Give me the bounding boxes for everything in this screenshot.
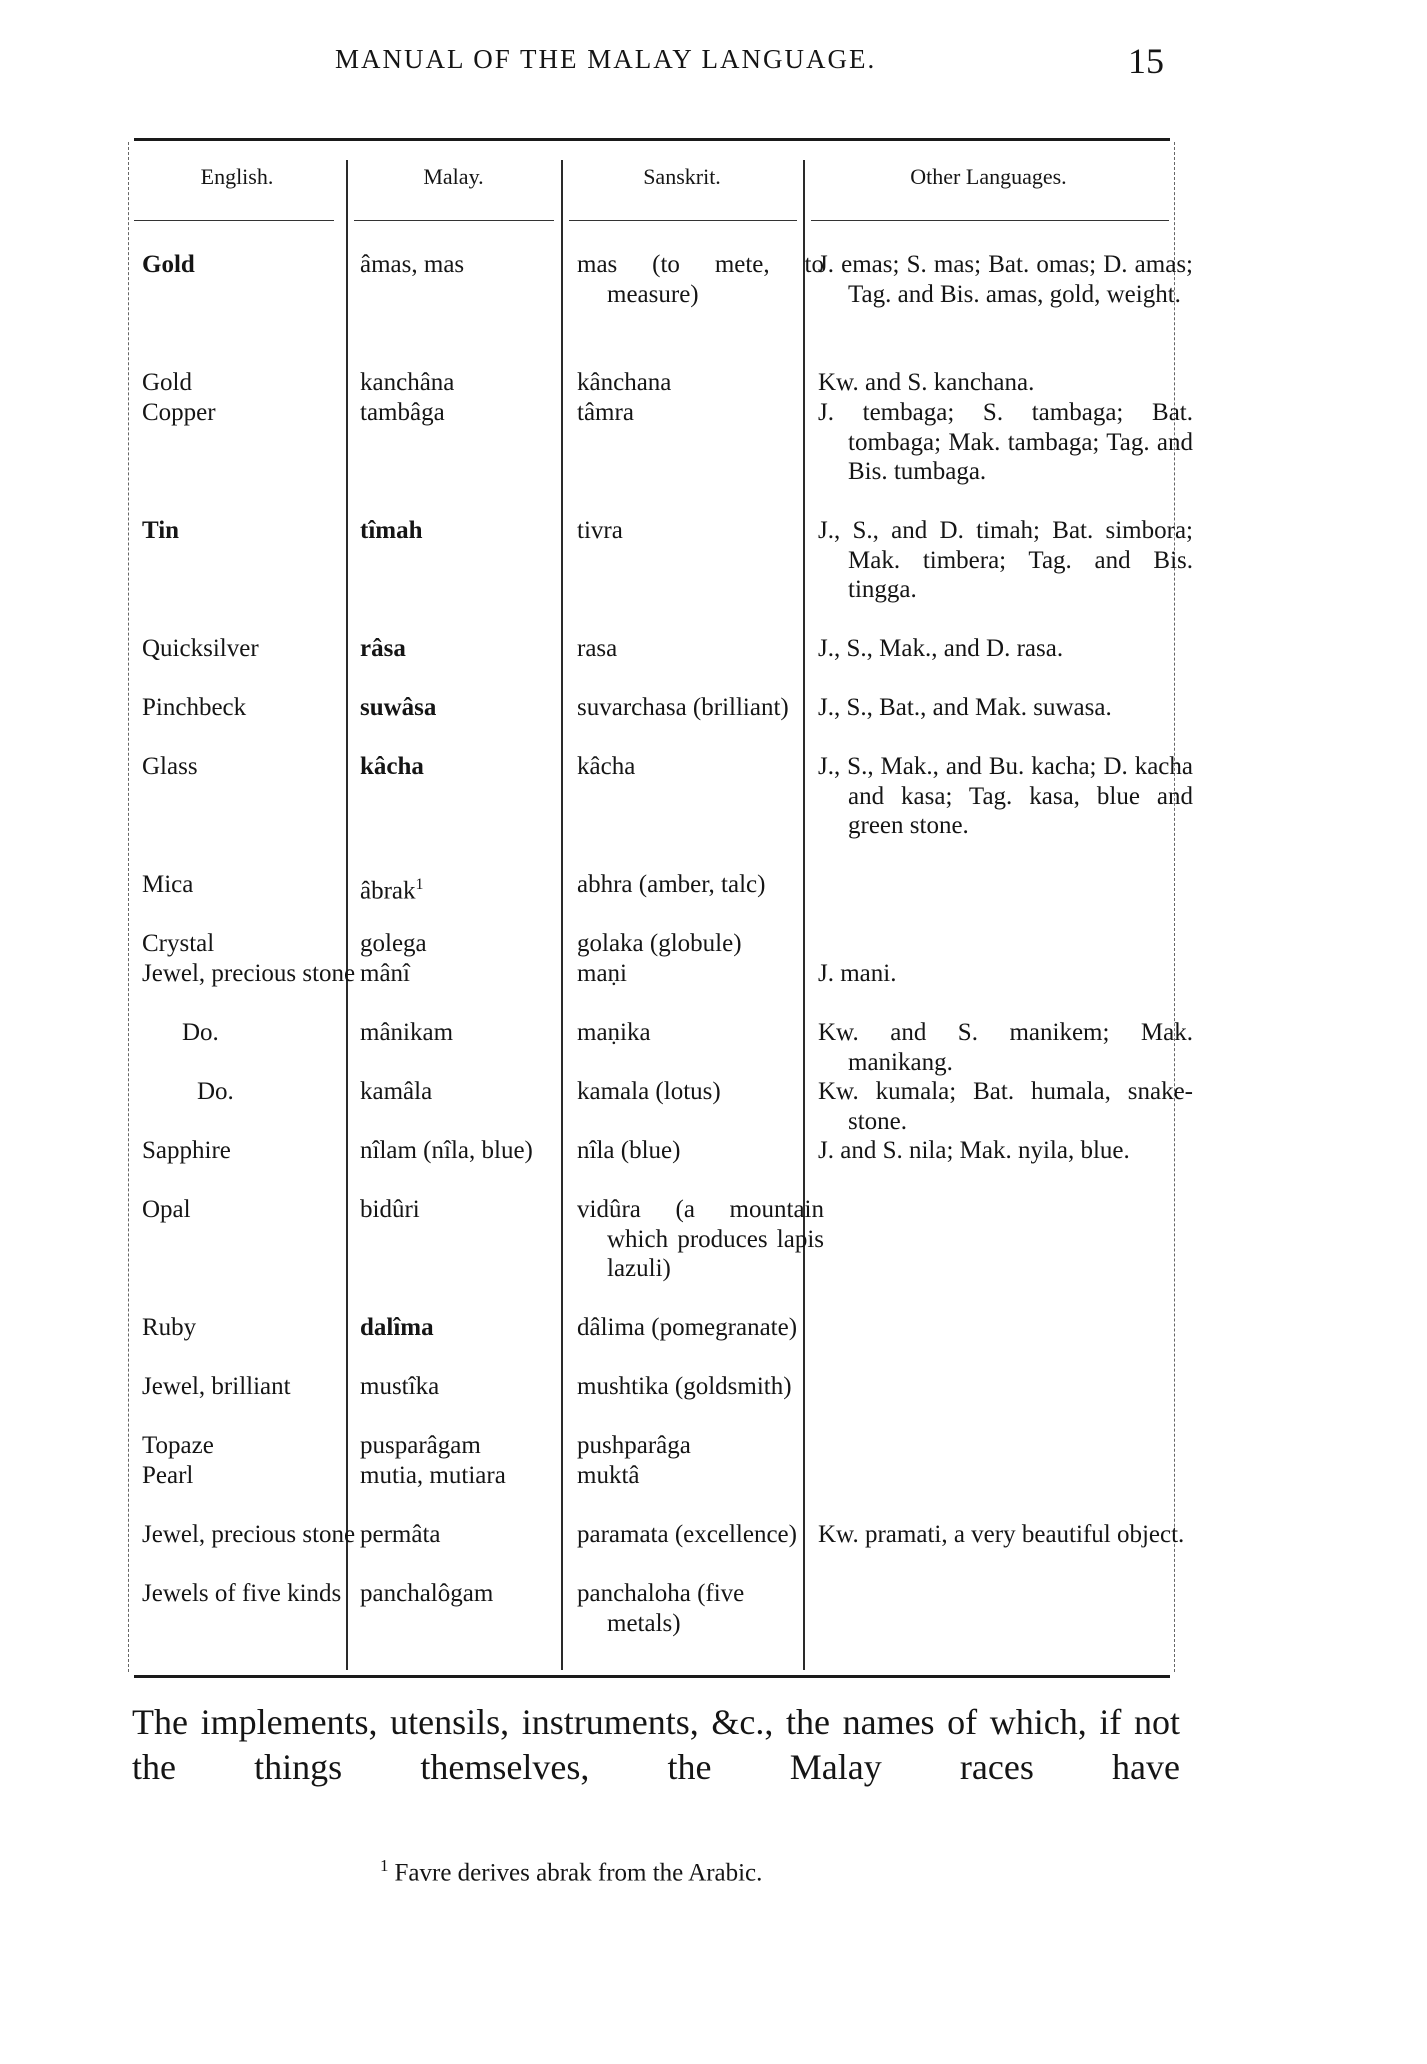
malay-cell: permâta [360, 1521, 441, 1548]
column-header-english: English. [200, 164, 274, 189]
other-languages-cell: J., S., Mak., and Bu. kacha; D. kacha and kasa; Tag. kasa, blue and green stone. [818, 753, 1193, 839]
column-header-other: Other Languages. [910, 164, 1067, 189]
table-top-rule [134, 138, 1170, 141]
sanskrit-cell: nîla (blue) [577, 1137, 681, 1164]
malay-cell: kamâla [360, 1078, 433, 1105]
sanskrit-cell: kâcha [577, 753, 636, 780]
english-cell: Jewels of five kinds [142, 1580, 342, 1607]
malay-cell: kâcha [360, 753, 424, 780]
malay-cell: mutia, mutiara [360, 1462, 506, 1489]
header-rule [354, 220, 554, 221]
footnote-text: Favre derives abrak from the Arabic. [394, 1859, 763, 1887]
sanskrit-cell: suvarchasa (brilliant) [577, 694, 789, 721]
malay-cell: mânî [360, 960, 410, 987]
other-languages-cell: J., S., Bat., and Mak. suwasa. [818, 694, 1112, 721]
english-cell: Sapphire [142, 1137, 231, 1164]
vocabulary-table [128, 138, 1193, 1680]
header-rule [134, 220, 334, 221]
sanskrit-cell: tivra [577, 517, 623, 544]
english-cell: Do. [197, 1078, 234, 1105]
malay-cell: tîmah [360, 517, 423, 544]
malay-cell [360, 870, 555, 906]
page-number: 15 [1128, 41, 1164, 81]
sanskrit-cell: panchaloha (five metals) [577, 1580, 745, 1637]
sanskrit-cell: golaka (globule) [577, 930, 742, 957]
english-cell: Jewel, brilliant [142, 1373, 291, 1400]
english-cell: Crystal [142, 930, 215, 957]
sanskrit-cell: rasa [577, 635, 618, 662]
header-rule [811, 220, 1169, 221]
page-header [0, 41, 1427, 84]
sanskrit-cell: abhra (amber, talc) [577, 871, 766, 898]
other-languages-cell: J., S., and D. timah; Bat. simbora; Mak. timbera; Tag. and Bis. tingga. [818, 517, 1193, 603]
english-cell: Mica [142, 871, 194, 898]
sanskrit-cell: dâlima (pomegranate) [577, 1314, 798, 1341]
header-rule [569, 220, 797, 221]
malay-cell: râsa [360, 635, 406, 662]
footnote [380, 1856, 762, 1887]
malay-cell: bidûri [360, 1196, 420, 1223]
malay-cell: pusparâgam [360, 1432, 481, 1459]
english-cell: Tin [142, 517, 180, 544]
table-bottom-rule [134, 1675, 1170, 1678]
footnote-reference: 1 [415, 876, 424, 893]
malay-cell: dalîma [360, 1314, 434, 1341]
sanskrit-cell: mas (to mete, to measure) [577, 251, 824, 308]
malay-cell: suwâsa [360, 694, 437, 721]
sanskrit-cell: maṇi [577, 960, 627, 987]
english-cell: Pinchbeck [142, 694, 247, 721]
english-cell: Jewel, precious stone [142, 1521, 356, 1548]
english-cell: Copper [142, 399, 216, 426]
sanskrit-cell: tâmra [577, 399, 634, 426]
malay-cell: panchalôgam [360, 1580, 494, 1607]
sanskrit-cell: pushparâga [577, 1432, 691, 1459]
english-cell: Opal [142, 1196, 191, 1223]
malay-word: âbrak [360, 877, 416, 905]
english-cell: Quicksilver [142, 635, 259, 662]
malay-cell: kanchâna [360, 369, 455, 396]
malay-cell: tambâga [360, 399, 445, 426]
body-paragraph: The implements, utensils, instruments, &c., the names of which, if not the things themselves, the Malay races have [132, 1702, 1180, 1787]
english-cell: Ruby [142, 1314, 197, 1341]
other-languages-cell: J., S., Mak., and D. rasa. [818, 635, 1064, 662]
other-languages-cell: Kw. and S. kanchana. [818, 369, 1035, 396]
english-cell: Glass [142, 753, 198, 780]
other-languages-cell: J. and S. nila; Mak. nyila, blue. [818, 1137, 1130, 1164]
english-cell: Jewel, precious stone [142, 960, 356, 987]
sanskrit-cell: kamala (lotus) [577, 1078, 721, 1105]
sanskrit-cell: maṇika [577, 1019, 651, 1046]
sanskrit-cell: kânchana [577, 369, 672, 396]
other-languages-cell: Kw. pramati, a very beautiful object. [818, 1521, 1185, 1548]
english-cell: Gold [142, 369, 192, 396]
column-divider [561, 160, 563, 1670]
malay-cell: golega [360, 930, 427, 957]
english-cell: Topaze [142, 1432, 214, 1459]
english-cell: Pearl [142, 1462, 194, 1489]
sanskrit-cell: muktâ [577, 1462, 640, 1489]
malay-cell: mânikam [360, 1019, 454, 1046]
other-languages-cell: Kw. kumala; Bat. humala, snake-stone. [818, 1078, 1193, 1135]
sanskrit-cell: mushtika (goldsmith) [577, 1373, 792, 1400]
table-left-edge [128, 142, 129, 1672]
english-cell: Gold [142, 251, 195, 278]
sanskrit-cell: vidûra (a mountain which produces lapis lazuli) [577, 1196, 824, 1282]
other-languages-cell: J. tembaga; S. tambaga; Bat. tombaga; Mak. tambaga; Tag. and Bis. tumbaga. [818, 399, 1193, 485]
running-title: MANUAL OF THE MALAY LANGUAGE. [335, 44, 877, 74]
malay-cell: nîlam (nîla, blue) [360, 1137, 533, 1164]
other-languages-cell: J. mani. [818, 960, 897, 987]
column-header-malay: Malay. [423, 164, 484, 189]
other-languages-cell: Kw. and S. manikem; Mak. manikang. [818, 1019, 1193, 1076]
column-header-sanskrit: Sanskrit. [643, 164, 721, 189]
sanskrit-cell: paramata (excellence) [577, 1521, 797, 1548]
malay-cell: mustîka [360, 1373, 440, 1400]
english-cell: Do. [182, 1019, 219, 1046]
other-languages-cell: J. emas; S. mas; Bat. omas; D. amas; Tag. and Bis. amas, gold, weight. [818, 251, 1193, 308]
footnote-marker: 1 [380, 1856, 389, 1875]
malay-cell: âmas, mas [360, 251, 465, 278]
